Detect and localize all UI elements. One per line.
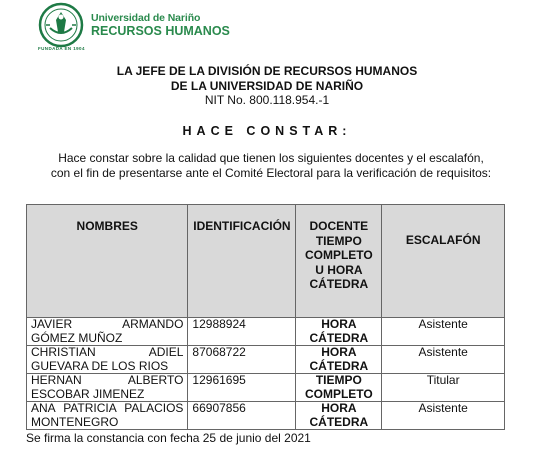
table-row — [27, 402, 505, 430]
cell-tipo-l2: CÁTEDRA — [309, 358, 369, 373]
signature-date-line: Se firma la constancia con fecha 25 de junio del 2021 — [26, 431, 311, 445]
header-identificacion: IDENTIFICACIÓN — [188, 205, 296, 318]
cell-identificacion: 12961695 — [188, 374, 296, 402]
header-docente-l4: U HORA — [315, 262, 363, 277]
cell-nombre: HERNAN ALBERTO ESCOBAR JIMENEZ — [27, 374, 188, 402]
docentes-table — [26, 204, 505, 430]
cell-tipo-l1: HORA — [321, 345, 357, 359]
brand-department-name: RECURSOS HUMANOS — [91, 24, 230, 38]
header-escalafon: ESCALAFÓN — [382, 205, 505, 318]
cell-escalafon: Asistente — [382, 346, 505, 374]
table-row — [27, 318, 505, 346]
table-row — [27, 346, 505, 374]
intro-line-2: con el fin de presentarse ante el Comité Electoral para la verificación de requisitos: — [50, 165, 492, 180]
cell-tipo-l2: CÁTEDRA — [309, 330, 369, 345]
document-header — [36, 2, 256, 58]
header-docente-l2: TIEMPO — [315, 233, 362, 248]
table-header-row — [27, 205, 505, 318]
cell-nombre: ANA PATRICIA PALACIOS MONTENEGRO — [27, 402, 188, 430]
header-docente-l3: COMPLETO — [304, 248, 373, 262]
cell-identificacion: 66907856 — [188, 402, 296, 430]
intro-paragraph — [26, 151, 516, 180]
document-title — [0, 64, 534, 108]
header-docente — [296, 205, 382, 318]
title-line-2: DE LA UNIVERSIDAD DE NARIÑO — [170, 78, 364, 93]
cell-tipo — [296, 374, 382, 402]
cell-nombre: CHRISTIAN ADIEL GUEVARA DE LOS RIOS — [27, 346, 188, 374]
university-seal-logo — [36, 2, 86, 52]
cell-identificacion: 12988924 — [188, 318, 296, 346]
cell-escalafon: Asistente — [382, 318, 505, 346]
cell-identificacion: 87068722 — [188, 346, 296, 374]
cell-escalafon: Titular — [382, 374, 505, 402]
cell-tipo-l1: HORA — [321, 317, 357, 331]
header-nombres: NOMBRES — [27, 205, 188, 318]
title-line-1: LA JEFE DE LA DIVISIÓN DE RECURSOS HUMANOS — [116, 64, 418, 78]
cell-tipo — [296, 402, 382, 430]
cell-nombre: JAVIER ARMANDO GÓMEZ MUÑOZ — [27, 318, 188, 346]
cell-tipo-l1: HORA — [321, 401, 357, 415]
brand-university-name: Universidad de Nariño — [91, 12, 201, 24]
table-row — [27, 374, 505, 402]
cell-tipo-l2: COMPLETO — [304, 386, 373, 401]
cell-escalafon: Asistente — [382, 402, 505, 430]
founded-text: FUNDADA EN 1904 — [38, 46, 85, 51]
cell-tipo — [296, 318, 382, 346]
intro-line-1: Hace constar sobre la calidad que tienen los siguientes docentes y el escalafón, — [58, 151, 484, 165]
hace-constar-heading: HACE CONSTAR: — [182, 124, 352, 138]
cell-tipo-l2: CÁTEDRA — [309, 414, 369, 429]
cell-tipo — [296, 346, 382, 374]
header-docente-l1: DOCENTE — [309, 219, 369, 233]
nit-number: NIT No. 800.118.954.-1 — [204, 93, 330, 107]
header-docente-l5: CÁTEDRA — [309, 277, 369, 291]
cell-tipo-l1: TIEMPO — [315, 373, 362, 387]
